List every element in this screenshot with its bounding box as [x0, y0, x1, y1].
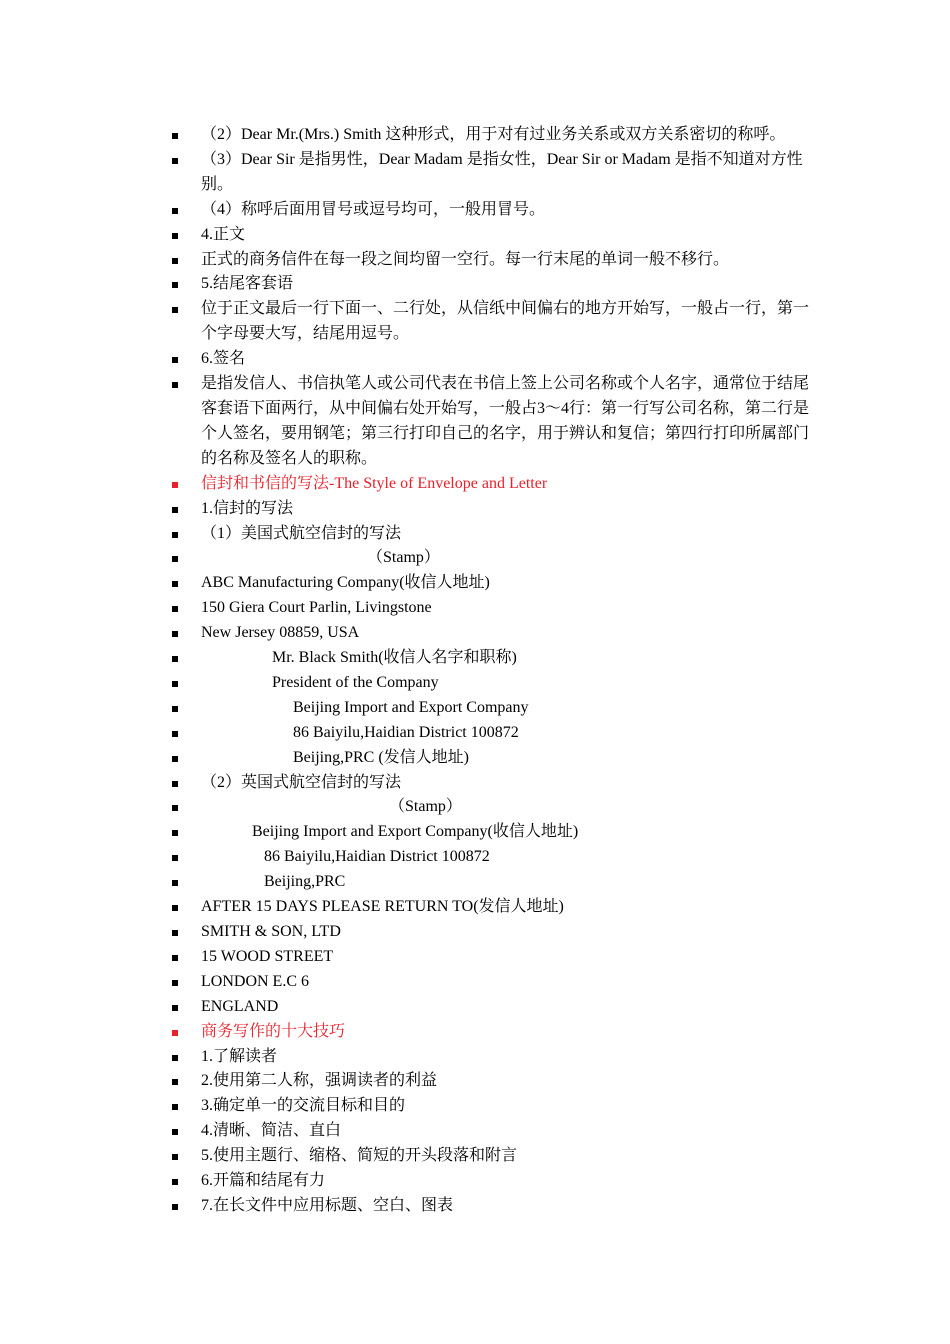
list-item: （Stamp）	[0, 546, 950, 571]
list-item: Beijing,PRC	[0, 870, 950, 895]
square-bullet-icon	[172, 606, 178, 612]
list-item: 5.结尾客套语	[0, 272, 950, 297]
square-bullet-icon	[172, 631, 178, 637]
square-bullet-icon	[172, 955, 178, 961]
square-bullet-icon	[172, 507, 178, 513]
square-bullet-icon	[172, 656, 178, 662]
list-item: （3）Dear Sir 是指男性，Dear Madam 是指女性，Dear Sir or Madam 是指不知道对方性别。	[0, 148, 950, 198]
list-item: 4.正文	[0, 223, 950, 248]
square-bullet-icon	[172, 208, 178, 214]
list-item: （4）称呼后面用冒号或逗号均可，一般用冒号。	[0, 198, 950, 223]
list-item: 2.使用第二人称，强调读者的利益	[0, 1069, 950, 1094]
square-bullet-icon	[172, 1204, 178, 1210]
square-bullet-icon	[172, 282, 178, 288]
square-bullet-icon	[172, 905, 178, 911]
square-bullet-icon	[172, 855, 178, 861]
square-bullet-icon	[172, 880, 178, 886]
list-item: SMITH & SON, LTD	[0, 920, 950, 945]
list-item: 86 Baiyilu,Haidian District 100872	[0, 845, 950, 870]
square-bullet-icon	[172, 731, 178, 737]
square-bullet-icon	[172, 1129, 178, 1135]
square-bullet-icon	[172, 1179, 178, 1185]
list-item: （2）Dear Mr.(Mrs.) Smith 这种形式，用于对有过业务关系或双方关系密切的称呼。	[0, 123, 950, 148]
list-item: （Stamp）	[0, 795, 950, 820]
square-bullet-icon	[172, 980, 178, 986]
list-item: 6.签名	[0, 347, 950, 372]
list-item: 3.确定单一的交流目标和目的	[0, 1094, 950, 1119]
list-item: AFTER 15 DAYS PLEASE RETURN TO(发信人地址)	[0, 895, 950, 920]
square-bullet-icon	[172, 781, 178, 787]
list-item: New Jersey 08859, USA	[0, 621, 950, 646]
list-item: 7.在长文件中应用标题、空白、图表	[0, 1194, 950, 1219]
square-bullet-icon	[172, 1154, 178, 1160]
list-item: LONDON E.C 6	[0, 970, 950, 995]
list-item: 4.清晰、简洁、直白	[0, 1119, 950, 1144]
square-bullet-icon	[172, 258, 178, 264]
list-item: 150 Giera Court Parlin, Livingstone	[0, 596, 950, 621]
list-item: 正式的商务信件在每一段之间均留一空行。每一行末尾的单词一般不移行。	[0, 248, 950, 273]
square-bullet-icon	[172, 1055, 178, 1061]
list-item: Beijing,PRC (发信人地址)	[0, 746, 950, 771]
square-bullet-icon	[172, 1079, 178, 1085]
list-item: ENGLAND	[0, 995, 950, 1020]
list-item: Mr. Black Smith(收信人名字和职称)	[0, 646, 950, 671]
square-bullet-icon	[172, 930, 178, 936]
square-bullet-icon	[172, 1030, 178, 1036]
list-item: Beijing Import and Export Company(收信人地址)	[0, 820, 950, 845]
section-heading: 信封和书信的写法-The Style of Envelope and Letter	[0, 472, 950, 497]
list-item: （1）美国式航空信封的写法	[0, 522, 950, 547]
square-bullet-icon	[172, 556, 178, 562]
square-bullet-icon	[172, 681, 178, 687]
list-item: 15 WOOD STREET	[0, 945, 950, 970]
list-item: 是指发信人、书信执笔人或公司代表在书信上签上公司名称或个人名字，通常位于结尾客套语下面两行，从中间偏右处开始写，一般占3～4行：第一行写公司名称，第二行是个人签名，要用钢笔；第三行打印自己的名字，用于辨认和复信；第四行打印所属部门的名称及签名人的职称。	[0, 372, 950, 472]
list-item: 5.使用主题行、缩格、简短的开头段落和附言	[0, 1144, 950, 1169]
document-page	[0, 123, 950, 1219]
square-bullet-icon	[172, 581, 178, 587]
list-item: 位于正文最后一行下面一、二行处，从信纸中间偏右的地方开始写，一般占一行，第一个字母要大写，结尾用逗号。	[0, 297, 950, 347]
list-item: 86 Baiyilu,Haidian District 100872	[0, 721, 950, 746]
square-bullet-icon	[172, 1005, 178, 1011]
square-bullet-icon	[172, 532, 178, 538]
square-bullet-icon	[172, 382, 178, 388]
list-item: ABC Manufacturing Company(收信人地址)	[0, 571, 950, 596]
square-bullet-icon	[172, 706, 178, 712]
list-item: （2）英国式航空信封的写法	[0, 771, 950, 796]
section-heading: 商务写作的十大技巧	[0, 1020, 950, 1045]
list-item: President of the Company	[0, 671, 950, 696]
square-bullet-icon	[172, 756, 178, 762]
square-bullet-icon	[172, 307, 178, 313]
square-bullet-icon	[172, 133, 178, 139]
square-bullet-icon	[172, 357, 178, 363]
list-item: 1.了解读者	[0, 1045, 950, 1070]
square-bullet-icon	[172, 158, 178, 164]
square-bullet-icon	[172, 830, 178, 836]
list-item: Beijing Import and Export Company	[0, 696, 950, 721]
list-item: 1.信封的写法	[0, 497, 950, 522]
square-bullet-icon	[172, 482, 178, 488]
square-bullet-icon	[172, 233, 178, 239]
square-bullet-icon	[172, 805, 178, 811]
list-item: 6.开篇和结尾有力	[0, 1169, 950, 1194]
square-bullet-icon	[172, 1104, 178, 1110]
bullet-list	[0, 123, 950, 1219]
